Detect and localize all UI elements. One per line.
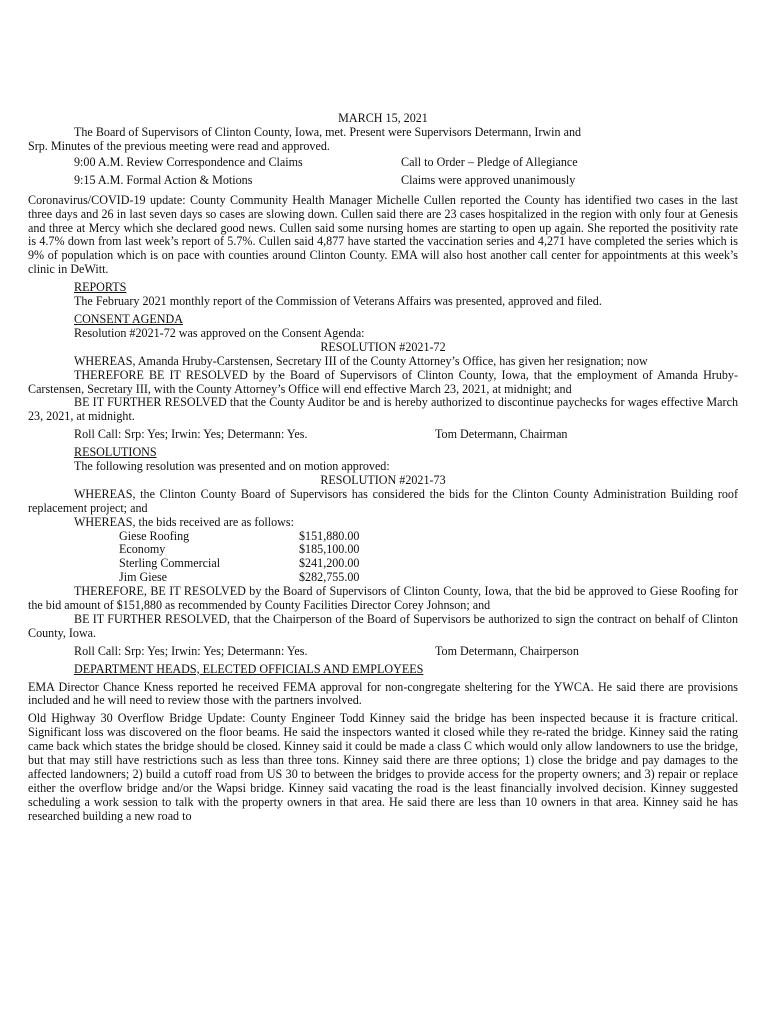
bidder-name: Economy (119, 542, 166, 557)
covid-update-paragraph: Coronavirus/COVID-19 update: County Community Health Manager Michelle Cullen reported the County has identified two cases in the last three days and 26 in last seven days so cases are slowing down. Cullen said there are 23 cases hospitalized in the region with only four at Genesis and three at Mercy which she declared good news. Cullen said some nursing homes are starting to open up again. She reported the positivity rate is 4.7% down from last week’s report of 5.7%. Cullen said 4,877 have started the vaccination series and 4,271 have completed the series which is 9% of population which is on pace with counties around Clinton County. EMA will also host another call center for appointments at this week’s clinic in DeWitt. (28, 192, 738, 277)
bid-row (119, 530, 738, 544)
therefore-paragraph: THEREFORE, BE IT RESOLVED by the Board of Supervisors of Clinton County, Iowa, that the bid be approved to Giese Roofing for the bid amount of $151,880 as recommended by County Facilities Director Corey Johnson; and (28, 584, 738, 613)
resolution-title: RESOLUTION #2021-73 (320, 472, 446, 487)
agenda-row (28, 172, 738, 190)
bridge-update-paragraph: Old Highway 30 Overflow Bridge Update: County Engineer Todd Kinney said the bridge has been inspected because it is fracture critical. Significant loss was discovered on the floor beams. He said the inspectors wanted it closed while they re-rated the bridge. Kinney said the rating came back which states the bridge should be closed. Kinney said it could be made a class C which would only allow landowners to use the bridge, but that may still have restrictions such as less than three tons. Kinney said there are three options; 1) close the bridge and pay damages to the affected landowners; 2) build a cutoff road from US 30 to between the bridges to provide access for the property owners; and 3) repair or replace either the overflow bridge and/or the Wapsi bridge. Kinney said vacating the road is the least financially involved decision. Kinney suggested scheduling a work session to talk with the property owners in that area. He said there are less than 10 owners in that area. Kinney said he has researched building a new road to (28, 711, 738, 823)
consent-agenda-intro: Resolution #2021-72 was approved on the Consent Agenda: (74, 325, 365, 340)
therefore-paragraph: THEREFORE BE IT RESOLVED by the Board of Supervisors of Clinton County, Iowa, that the employment of Amanda Hruby-Carstensen, Secretary III, with the County Attorney’s Office will end effective March 23, 2021, at midnight; and (28, 367, 738, 396)
further-resolved-paragraph: BE IT FURTHER RESOLVED, that the Chairperson of the Board of Supervisors be authorized to sign the contract on behalf of Clinton County, Iowa. (28, 611, 738, 640)
bid-amount: $185,100.00 (299, 542, 360, 557)
bid-row (119, 571, 738, 585)
resolution-title: RESOLUTION #2021-72 (320, 339, 446, 354)
intro-line-2: Srp. Minutes of the previous meeting were read and approved. (28, 138, 330, 153)
resolutions-intro: The following resolution was presented and on motion approved: (74, 459, 390, 474)
whereas-paragraph: WHEREAS, Amanda Hruby-Carstensen, Secretary III of the County Attorney’s Office, has given her resignation; now (74, 353, 648, 368)
reports-text: The February 2021 monthly report of the Commission of Veterans Affairs was presented, approved and filed. (74, 294, 602, 309)
bidder-name: Jim Giese (119, 570, 168, 585)
agenda-time-item: 9:00 A.M. Review Correspondence and Claims (74, 154, 303, 169)
chairman-signature: Tom Determann, Chairman (435, 427, 568, 442)
agenda-action-item: Claims were approved unanimously (401, 172, 576, 187)
bid-amount: $151,880.00 (299, 528, 360, 543)
bid-amount: $241,200.00 (299, 556, 360, 571)
minutes-document (28, 112, 738, 824)
bidder-name: Giese Roofing (119, 528, 190, 543)
bid-amount: $282,755.00 (299, 570, 360, 585)
whereas-paragraph: WHEREAS, the Clinton County Board of Supervisors has considered the bids for the Clinton County Administration Building roof replacement project; and (28, 486, 738, 515)
bid-row (119, 543, 738, 557)
agenda-action-item: Call to Order – Pledge of Allegiance (401, 154, 578, 169)
roll-call: Roll Call: Srp: Yes; Irwin: Yes; Determann: Yes. (74, 643, 308, 658)
further-resolved-paragraph: BE IT FURTHER RESOLVED that the County Auditor be and is hereby authorized to discontinue paychecks for wages effective March 23, 2021, at midnight. (28, 395, 738, 424)
chairperson-signature: Tom Determann, Chairperson (435, 643, 579, 658)
bids-table (28, 530, 738, 586)
resolutions-heading: RESOLUTIONS (74, 445, 157, 460)
reports-heading: REPORTS (74, 280, 127, 295)
agenda-time-item: 9:15 A.M. Formal Action & Motions (74, 172, 253, 187)
ema-paragraph: EMA Director Chance Kness reported he received FEMA approval for non-congregate sheltering for the YWCA. He said there are provisions included and he will need to review those with the partners involved. (28, 679, 738, 708)
department-heading: DEPARTMENT HEADS, ELECTED OFFICIALS AND EMPLOYEES (74, 661, 424, 676)
roll-call: Roll Call: Srp: Yes; Irwin: Yes; Determann: Yes. (74, 427, 308, 442)
whereas-bids-line: WHEREAS, the bids received are as follows: (74, 514, 294, 529)
bid-row (119, 557, 738, 571)
roll-call-row (28, 645, 738, 659)
intro-line-1: The Board of Supervisors of Clinton County, Iowa, met. Present were Supervisors Determann, Irwin and (74, 124, 582, 139)
bidder-name: Sterling Commercial (119, 556, 221, 571)
consent-agenda-heading: CONSENT AGENDA (74, 311, 183, 326)
agenda-row (28, 154, 738, 172)
date-heading: MARCH 15, 2021 (338, 111, 428, 125)
roll-call-row (28, 428, 738, 442)
